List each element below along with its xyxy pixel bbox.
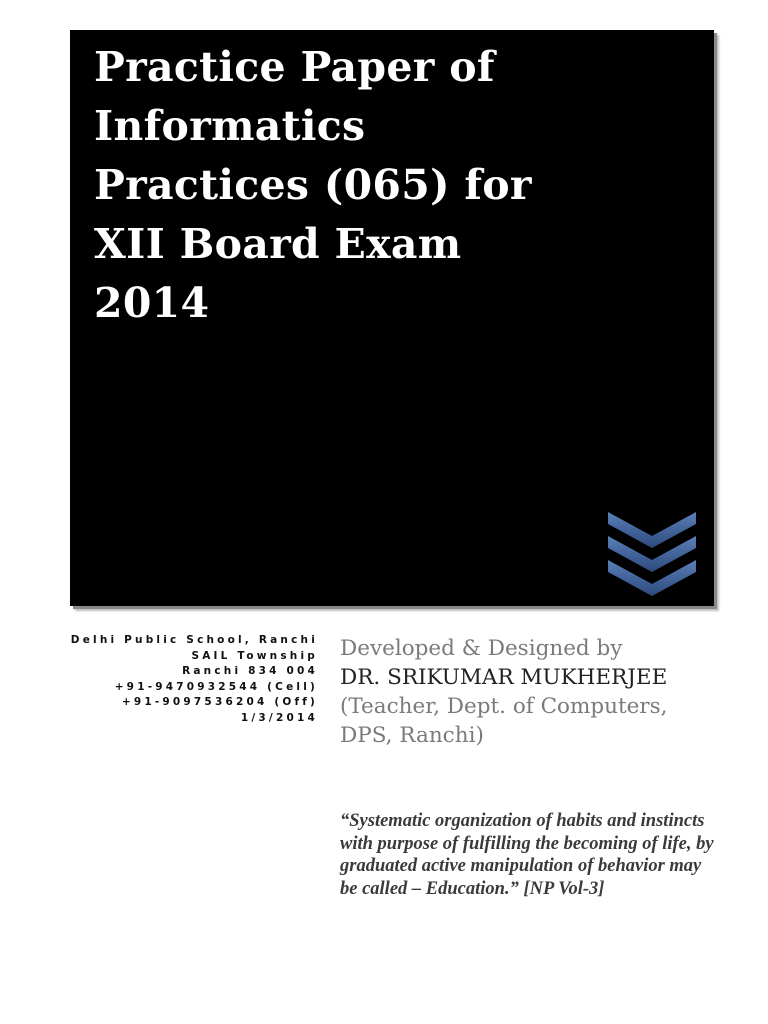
developed-by-label: Developed & Designed by	[340, 636, 623, 661]
cover-block	[70, 30, 714, 606]
triple-chevron-down-icon	[608, 510, 696, 600]
document-date: 1/3/2014	[240, 711, 318, 724]
phone-cell: +91-9470932544 (Cell)	[114, 680, 318, 693]
cover-title-line-2: Informatics	[94, 102, 366, 150]
cover-title-line-4: XII Board Exam	[94, 220, 462, 268]
author-role-line-2: DPS, Ranchi)	[340, 723, 484, 748]
cover-title	[94, 38, 654, 333]
credits-block	[340, 634, 760, 750]
author-name: DR. SRIKUMAR MUKHERJEE	[340, 665, 668, 690]
school-city: Ranchi 834 004	[182, 665, 318, 677]
cover-title-line-1: Practice Paper of	[94, 43, 495, 91]
school-name: Delhi Public School, Ranchi	[70, 634, 318, 646]
cover-title-line-3: Practices (065) for	[94, 161, 532, 209]
cover-title-line-5: 2014	[94, 279, 210, 327]
education-quote: “Systematic organization of habits and instincts with purpose of fulfilling the becoming of life, by graduated active manipulation of behavior may be called – Education.” [NP Vol-3]	[340, 811, 714, 899]
contact-block	[40, 633, 318, 726]
school-township: SAIL Township	[191, 649, 318, 662]
author-role-line-1: (Teacher, Dept. of Computers,	[340, 694, 668, 719]
phone-office: +91-9097536204 (Off)	[121, 696, 318, 708]
